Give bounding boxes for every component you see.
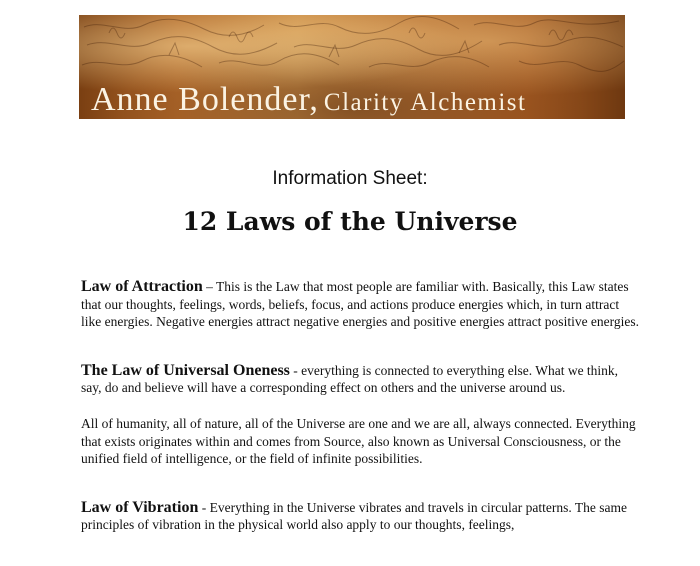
law-description: - Everything in the Universe vibrates and travels in circular patterns. The same principles of vibration in the physical world also apply to our thoughts, feelings, (81, 499, 627, 533)
author-name: Anne Bolender, (91, 81, 319, 118)
author-role: Clarity Alchemist (323, 89, 527, 116)
law-description: – This is the Law that most people are familiar with. Basically, this Law states that our thoughts, feelings, words, beliefs, focus, and actions produce energies which, in turn attract like energies. Negative energies attract negative energies and positive energies attract positive energies. (81, 279, 640, 330)
law-paragraph (81, 278, 641, 331)
document-label: Information Sheet: (272, 168, 428, 189)
law-description: - everything is connected to everything else. What we think, say, do and believe will have a corresponding effect on others and the universe around us. (81, 362, 619, 396)
law-heading: Law of Vibration (81, 498, 199, 516)
banner-title (91, 81, 527, 119)
law-heading: Law of Attraction (81, 278, 203, 295)
header-banner (79, 15, 625, 119)
law-paragraph (81, 499, 641, 534)
document-title: 12 Laws of the Universe (182, 207, 518, 236)
law-heading: The Law of Universal Oneness (81, 361, 290, 379)
document-body (81, 278, 641, 534)
law-followup-paragraph: All of humanity, all of nature, all of the Universe are one and we are all, always connected. Everything that exists originates within and comes from Source, also known as Universal Consciousness, or the unified field of intelligence, or the field of infinite possibilities. (81, 415, 636, 467)
law-paragraph (81, 362, 641, 397)
